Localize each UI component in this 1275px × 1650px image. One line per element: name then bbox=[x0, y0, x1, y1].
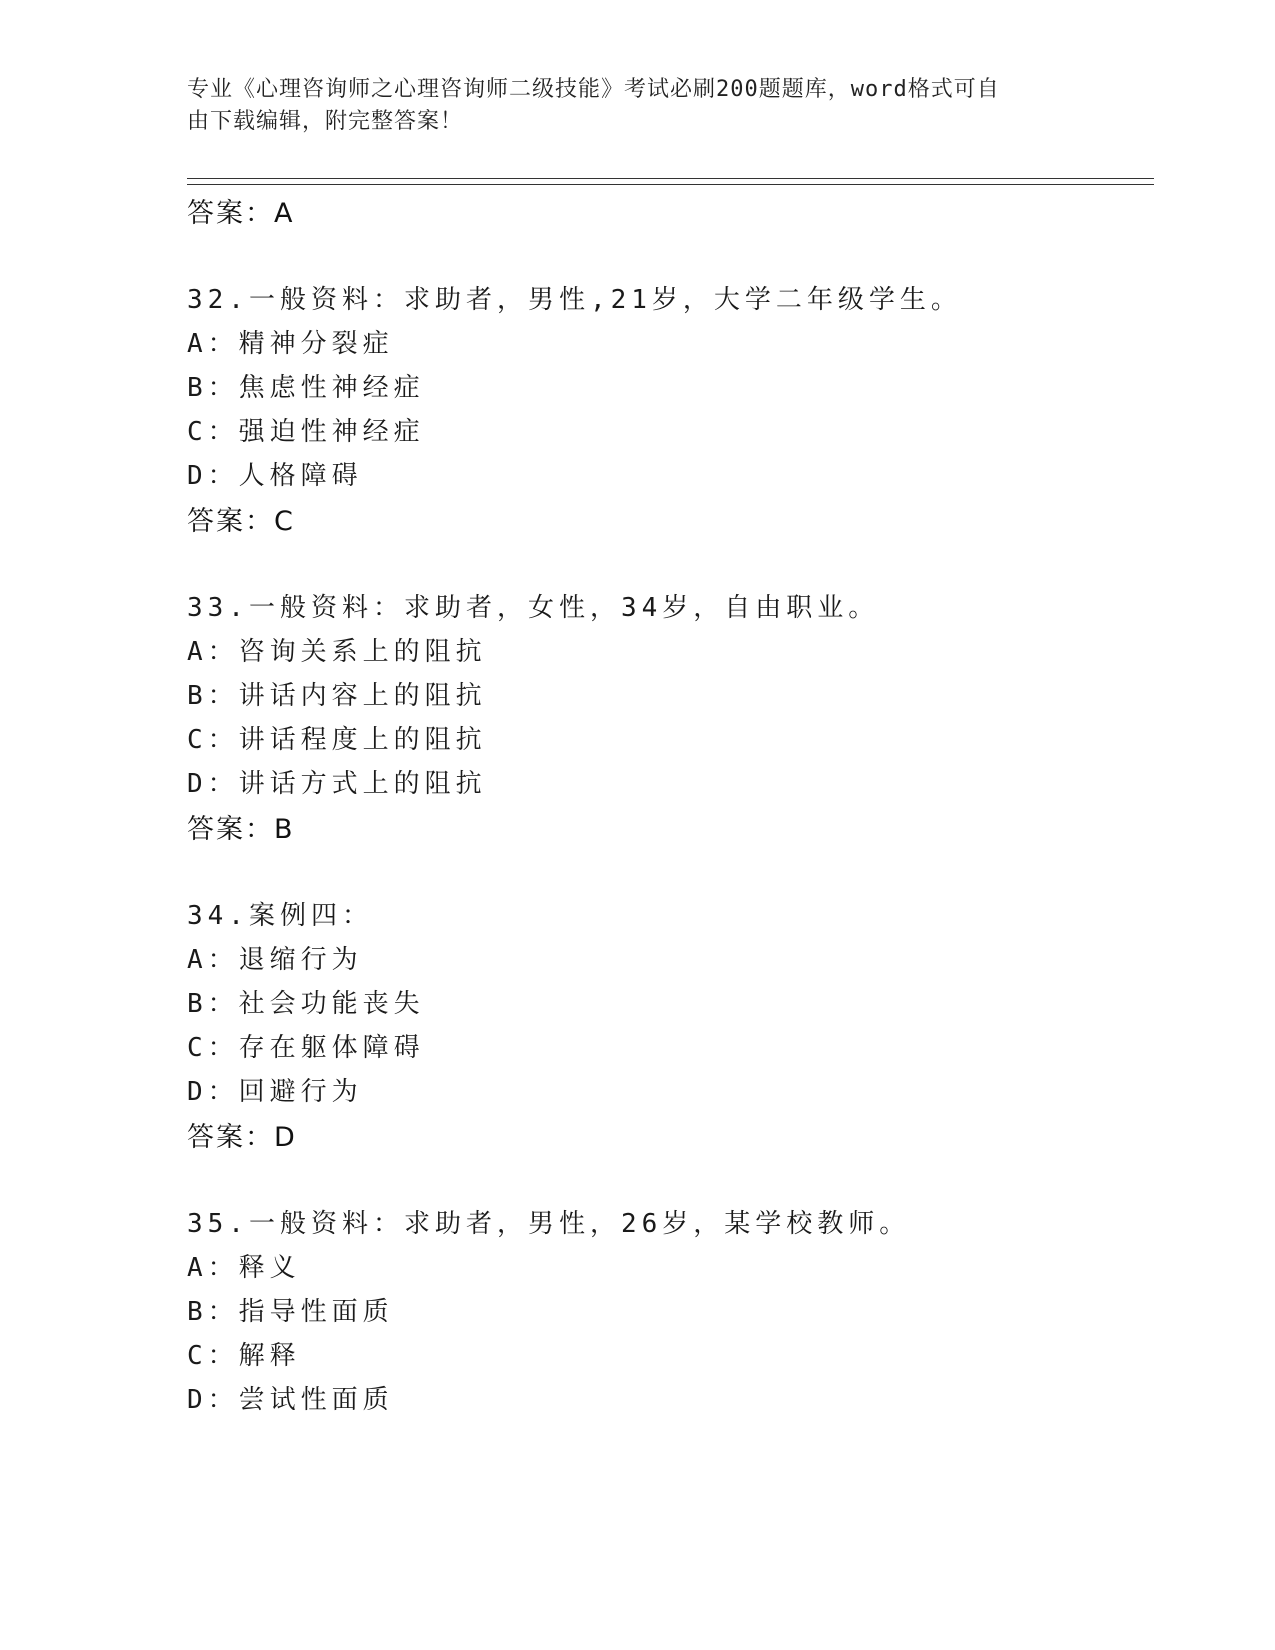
question-35-stem: 35.一般资料：求助者，男性，26岁，某学校教师。 bbox=[187, 1209, 911, 1239]
question-32-option-b: B：焦虑性神经症 bbox=[187, 373, 425, 403]
header-line-1: 专业《心理咨询师之心理咨询师二级技能》考试必刷200题题库，word格式可自 bbox=[187, 77, 1000, 102]
question-33-option-b: B：讲话内容上的阻抗 bbox=[187, 681, 487, 711]
question-32-option-d: D：人格障碍 bbox=[187, 461, 363, 491]
question-34-option-d: D：回避行为 bbox=[187, 1077, 363, 1107]
question-35-option-b: B：指导性面质 bbox=[187, 1297, 394, 1327]
question-33-stem: 33.一般资料：求助者，女性，34岁，自由职业。 bbox=[187, 593, 880, 623]
question-34-stem: 34.案例四： bbox=[187, 901, 373, 931]
header-divider-bottom bbox=[187, 184, 1154, 185]
question-34-answer: 答案：D bbox=[187, 1122, 297, 1153]
question-34-option-a: A：退缩行为 bbox=[187, 945, 363, 975]
question-33-option-d: D：讲话方式上的阻抗 bbox=[187, 769, 487, 799]
header-divider-top bbox=[187, 178, 1154, 179]
question-35-option-a: A：释义 bbox=[187, 1253, 301, 1283]
question-33-option-a: A：咨询关系上的阻抗 bbox=[187, 637, 487, 667]
question-33-option-c: C：讲话程度上的阻抗 bbox=[187, 725, 487, 755]
question-32-option-c: C：强迫性神经症 bbox=[187, 417, 425, 447]
answer-31: 答案：A bbox=[187, 198, 295, 229]
question-32-answer: 答案：C bbox=[187, 506, 295, 537]
document-header bbox=[187, 74, 1087, 138]
question-32-option-a: A：精神分裂症 bbox=[187, 329, 394, 359]
question-34-option-c: C：存在躯体障碍 bbox=[187, 1033, 425, 1063]
question-35-option-c: C：解释 bbox=[187, 1341, 301, 1371]
question-32-stem: 32.一般资料：求助者，男性,21岁，大学二年级学生。 bbox=[187, 285, 962, 315]
question-35-option-d: D：尝试性面质 bbox=[187, 1385, 394, 1415]
question-34-option-b: B：社会功能丧失 bbox=[187, 989, 425, 1019]
question-33-answer: 答案：B bbox=[187, 814, 295, 845]
header-line-2: 由下载编辑，附完整答案！ bbox=[187, 109, 464, 134]
